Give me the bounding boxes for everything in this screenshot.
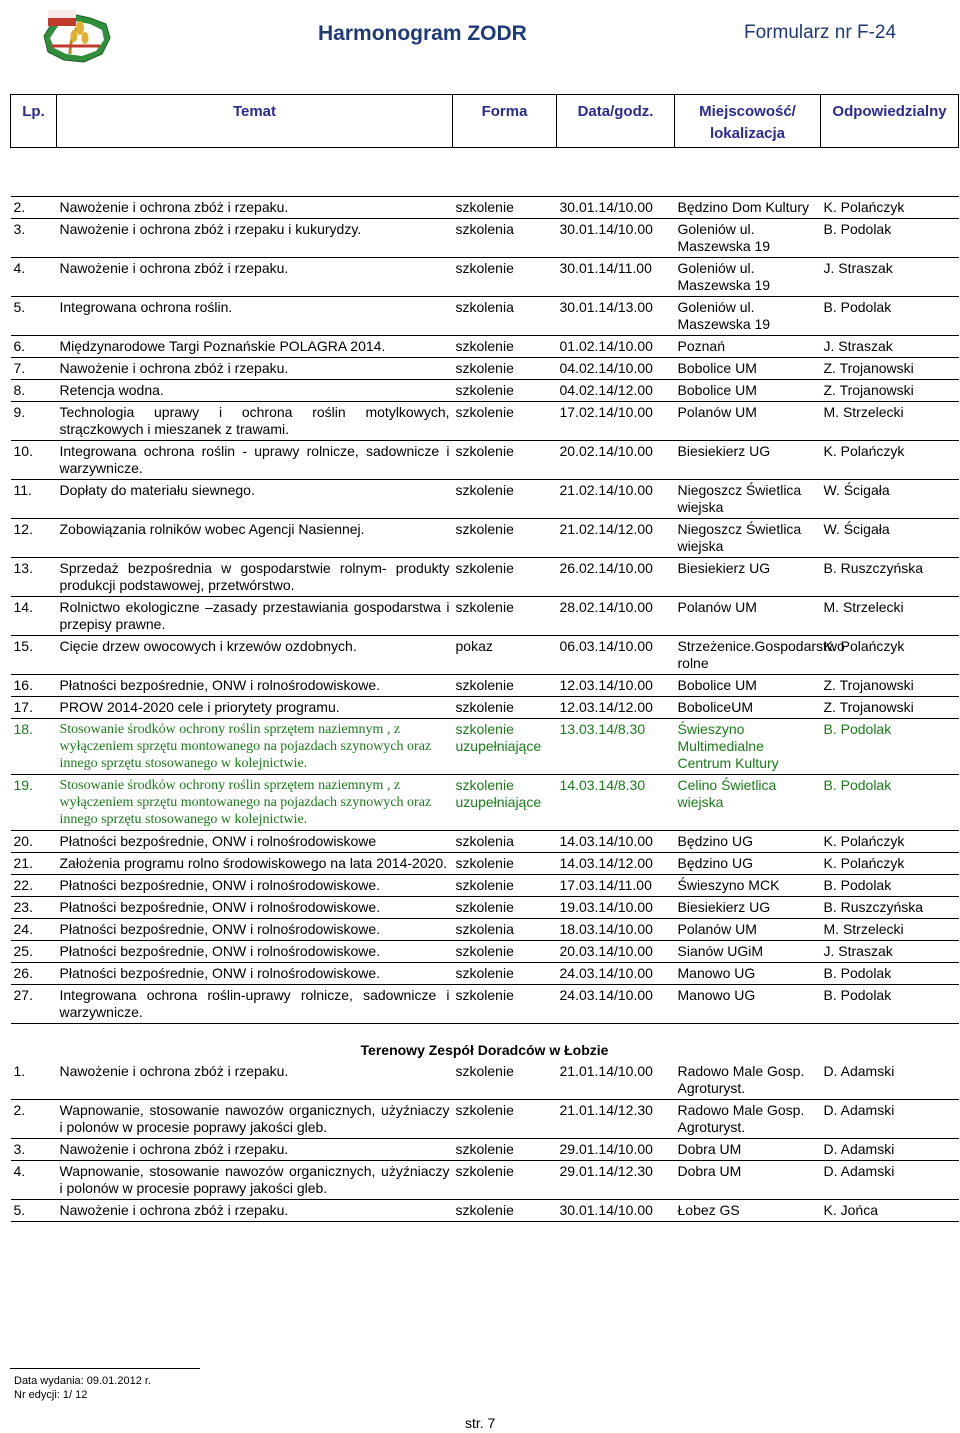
table-row: [11, 258, 959, 297]
cell-form: szkolenie: [453, 519, 557, 558]
cell-responsible: J. Straszak: [821, 258, 959, 297]
cell-lp: 2.: [11, 1100, 57, 1139]
table-row: [11, 897, 959, 919]
cell-topic: Nawożenie i ochrona zbóż i rzepaku.: [57, 258, 453, 297]
page-number: str. 7: [465, 1415, 496, 1431]
cell-topic: Płatności bezpośrednie, ONW i rolnośrodowiskowe.: [57, 875, 453, 897]
cell-responsible: W. Ścigała: [821, 519, 959, 558]
table-row: [11, 831, 959, 853]
cell-place: Biesiekierz UG: [675, 558, 821, 597]
cell-responsible: B. Podolak: [821, 963, 959, 985]
table-row: [11, 197, 959, 219]
cell-lp: 16.: [11, 675, 57, 697]
cell-topic: Nawożenie i ochrona zbóż i rzepaku.: [57, 1061, 453, 1100]
cell-lp: 3.: [11, 1139, 57, 1161]
cell-topic: Płatności bezpośrednie, ONW i rolnośrodowiskowe: [57, 831, 453, 853]
cell-responsible: B. Podolak: [821, 775, 959, 831]
cell-responsible: M. Strzelecki: [821, 402, 959, 441]
cell-date: 28.02.14/10.00: [557, 597, 675, 636]
table-row: [11, 719, 959, 775]
cell-form: szkolenie: [453, 985, 557, 1024]
cell-form: szkolenie: [453, 963, 557, 985]
cell-place: Radowo Male Gosp. Agroturyst.: [675, 1061, 821, 1100]
col-header-date: Data/godz.: [557, 95, 675, 148]
cell-lp: 5.: [11, 1200, 57, 1222]
cell-place: Manowo UG: [675, 985, 821, 1024]
cell-date: 29.01.14/10.00: [557, 1139, 675, 1161]
table-row: [11, 297, 959, 336]
cell-responsible: Z. Trojanowski: [821, 675, 959, 697]
cell-topic: Nawożenie i ochrona zbóż i rzepaku.: [57, 358, 453, 380]
table-row: [11, 402, 959, 441]
cell-date: 30.01.14/10.00: [557, 219, 675, 258]
cell-lp: 26.: [11, 963, 57, 985]
cell-date: 21.02.14/12.00: [557, 519, 675, 558]
spacer-cell: [11, 148, 959, 197]
cell-form: szkolenie: [453, 1161, 557, 1200]
cell-date: 30.01.14/11.00: [557, 258, 675, 297]
cell-responsible: M. Strzelecki: [821, 919, 959, 941]
table-row: [11, 1139, 959, 1161]
cell-date: 24.03.14/10.00: [557, 985, 675, 1024]
table-row: [11, 480, 959, 519]
cell-form: pokaz: [453, 636, 557, 675]
cell-place: Niegoszcz Świetlica wiejska: [675, 480, 821, 519]
cell-date: 18.03.14/10.00: [557, 919, 675, 941]
col-header-place: Miejscowość/ lokalizacja: [675, 95, 821, 148]
cell-responsible: Z. Trojanowski: [821, 697, 959, 719]
cell-place: Poznań: [675, 336, 821, 358]
cell-form: szkolenie: [453, 441, 557, 480]
cell-lp: 4.: [11, 1161, 57, 1200]
cell-lp: 5.: [11, 297, 57, 336]
cell-responsible: Z. Trojanowski: [821, 358, 959, 380]
cell-form: szkolenie: [453, 1061, 557, 1100]
cell-responsible: D. Adamski: [821, 1100, 959, 1139]
cell-lp: 18.: [11, 719, 57, 775]
cell-place: Sianów UGiM: [675, 941, 821, 963]
cell-date: 14.03.14/8.30: [557, 775, 675, 831]
cell-responsible: B. Podolak: [821, 219, 959, 258]
cell-topic: Sprzedaż bezpośrednia w gospodarstwie rolnym- produkty produkcji podstawowej, przetwórstwo.: [57, 558, 453, 597]
cell-form: szkolenia: [453, 919, 557, 941]
cell-lp: 8.: [11, 380, 57, 402]
table-row: [11, 336, 959, 358]
cell-place: Bobolice UM: [675, 358, 821, 380]
cell-responsible: B. Ruszczyńska: [821, 558, 959, 597]
cell-topic: Rolnictwo ekologiczne –zasady przestawiania gospodarstwa i przepisy prawne.: [57, 597, 453, 636]
cell-topic: Płatności bezpośrednie, ONW i rolnośrodowiskowe.: [57, 897, 453, 919]
cell-date: 20.02.14/10.00: [557, 441, 675, 480]
section-subheading-row: [11, 1024, 959, 1062]
cell-responsible: D. Adamski: [821, 1161, 959, 1200]
cell-responsible: K. Polańczyk: [821, 831, 959, 853]
cell-lp: 1.: [11, 1061, 57, 1100]
cell-date: 14.03.14/12.00: [557, 853, 675, 875]
cell-place: Dobra UM: [675, 1161, 821, 1200]
cell-lp: 11.: [11, 480, 57, 519]
cell-form: szkolenie: [453, 558, 557, 597]
cell-date: 01.02.14/10.00: [557, 336, 675, 358]
table-row: [11, 675, 959, 697]
cell-responsible: J. Straszak: [821, 941, 959, 963]
section-subheading: Terenowy Zespół Doradców w Łobzie: [360, 1042, 609, 1058]
cell-form: szkolenie: [453, 258, 557, 297]
cell-topic: Cięcie drzew owocowych i krzewów ozdobnych.: [57, 636, 453, 675]
cell-topic: Dopłaty do materiału siewnego.: [57, 480, 453, 519]
cell-form: szkolenie: [453, 1139, 557, 1161]
cell-lp: 7.: [11, 358, 57, 380]
cell-place: Bobolice UM: [675, 675, 821, 697]
cell-place: Celino Świetlica wiejska: [675, 775, 821, 831]
cell-form: szkolenia: [453, 831, 557, 853]
cell-form: szkolenie: [453, 1200, 557, 1222]
cell-form: szkolenie uzupełniające: [453, 719, 557, 775]
cell-date: 20.03.14/10.00: [557, 941, 675, 963]
cell-form: szkolenie: [453, 336, 557, 358]
cell-date: 30.01.14/13.00: [557, 297, 675, 336]
cell-topic: Założenia programu rolno środowiskowego na lata 2014-2020.: [57, 853, 453, 875]
cell-date: 26.02.14/10.00: [557, 558, 675, 597]
table-row: [11, 1200, 959, 1222]
cell-topic: PROW 2014-2020 cele i priorytety programu.: [57, 697, 453, 719]
cell-date: 19.03.14/10.00: [557, 897, 675, 919]
cell-place: Goleniów ul. Maszewska 19: [675, 297, 821, 336]
table-row: [11, 985, 959, 1024]
cell-lp: 3.: [11, 219, 57, 258]
cell-responsible: K. Jońca: [821, 1200, 959, 1222]
schedule-table: [10, 94, 959, 1222]
cell-place: Polanów UM: [675, 919, 821, 941]
cell-date: 17.02.14/10.00: [557, 402, 675, 441]
cell-place: BoboliceUM: [675, 697, 821, 719]
cell-form: szkolenie: [453, 358, 557, 380]
document-title: Harmonogram ZODR: [318, 22, 527, 45]
cell-form: szkolenie: [453, 480, 557, 519]
cell-place: Dobra UM: [675, 1139, 821, 1161]
cell-form: szkolenia: [453, 297, 557, 336]
cell-lp: 2.: [11, 197, 57, 219]
cell-responsible: K. Polańczyk: [821, 197, 959, 219]
cell-responsible: K. Polańczyk: [821, 853, 959, 875]
spacer-row: [11, 148, 959, 197]
cell-lp: 13.: [11, 558, 57, 597]
cell-lp: 12.: [11, 519, 57, 558]
cell-topic: Wapnowanie, stosowanie nawozów organicznych, użyźniaczy i polonów w procesie poprawy jakości gleb.: [57, 1161, 453, 1200]
table-row: [11, 441, 959, 480]
cell-date: 21.01.14/10.00: [557, 1061, 675, 1100]
cell-topic: Międzynarodowe Targi Poznańskie POLAGRA 2014.: [57, 336, 453, 358]
cell-lp: 24.: [11, 919, 57, 941]
cell-form: szkolenie: [453, 875, 557, 897]
cell-lp: 10.: [11, 441, 57, 480]
col-header-lp: Lp.: [11, 95, 57, 148]
odr-logo-icon: [40, 6, 114, 66]
cell-topic: Retencja wodna.: [57, 380, 453, 402]
cell-place: Świeszyno Multimedialne Centrum Kultury: [675, 719, 821, 775]
cell-place: Polanów UM: [675, 402, 821, 441]
cell-place: Polanów UM: [675, 597, 821, 636]
cell-topic: Płatności bezpośrednie, ONW i rolnośrodowiskowe.: [57, 675, 453, 697]
cell-place: Łobez GS: [675, 1200, 821, 1222]
cell-topic: Stosowanie środków ochrony roślin sprzętem naziemnym , z wyłączeniem sprzętu montowanego na pojazdach szynowych oraz innego sprzętu stosowanego w kolejnictwie.: [57, 775, 453, 831]
table-row: [11, 558, 959, 597]
cell-responsible: M. Strzelecki: [821, 597, 959, 636]
cell-lp: 17.: [11, 697, 57, 719]
edition-number: Nr edycji: 1/ 12: [14, 1389, 88, 1401]
table-row: [11, 358, 959, 380]
cell-responsible: B. Podolak: [821, 297, 959, 336]
cell-date: 24.03.14/10.00: [557, 963, 675, 985]
cell-lp: 20.: [11, 831, 57, 853]
cell-place: Będzino Dom Kultury: [675, 197, 821, 219]
cell-lp: 4.: [11, 258, 57, 297]
cell-lp: 21.: [11, 853, 57, 875]
cell-responsible: D. Adamski: [821, 1139, 959, 1161]
cell-place: Manowo UG: [675, 963, 821, 985]
cell-date: 12.03.14/12.00: [557, 697, 675, 719]
cell-topic: Nawożenie i ochrona zbóż i rzepaku i kukurydzy.: [57, 219, 453, 258]
cell-lp: 22.: [11, 875, 57, 897]
cell-date: 06.03.14/10.00: [557, 636, 675, 675]
cell-place: Strzeżenice.Gospodarstwo rolne: [675, 636, 821, 675]
col-header-topic: Temat: [57, 95, 453, 148]
cell-form: szkolenie: [453, 380, 557, 402]
cell-place: Radowo Male Gosp. Agroturyst.: [675, 1100, 821, 1139]
cell-date: 13.03.14/8.30: [557, 719, 675, 775]
cell-form: szkolenie: [453, 597, 557, 636]
cell-lp: 6.: [11, 336, 57, 358]
cell-form: szkolenie: [453, 853, 557, 875]
cell-date: 12.03.14/10.00: [557, 675, 675, 697]
cell-responsible: K. Polańczyk: [821, 441, 959, 480]
table-row: [11, 697, 959, 719]
cell-topic: Płatności bezpośrednie, ONW i rolnośrodowiskowe.: [57, 941, 453, 963]
table-row: [11, 875, 959, 897]
table-row: [11, 597, 959, 636]
footer-divider: [10, 1368, 200, 1369]
cell-lp: 23.: [11, 897, 57, 919]
cell-date: 17.03.14/11.00: [557, 875, 675, 897]
cell-lp: 19.: [11, 775, 57, 831]
cell-responsible: D. Adamski: [821, 1061, 959, 1100]
cell-place: Goleniów ul. Maszewska 19: [675, 258, 821, 297]
cell-form: szkolenia: [453, 219, 557, 258]
cell-place: Niegoszcz Świetlica wiejska: [675, 519, 821, 558]
cell-form: szkolenie uzupełniające: [453, 775, 557, 831]
table-row: [11, 963, 959, 985]
form-number: Formularz nr F-24: [744, 22, 897, 43]
table-row: [11, 919, 959, 941]
cell-form: szkolenie: [453, 197, 557, 219]
cell-topic: Nawożenie i ochrona zbóż i rzepaku.: [57, 197, 453, 219]
cell-topic: Integrowana ochrona roślin - uprawy rolnicze, sadownicze i warzywnicze.: [57, 441, 453, 480]
cell-topic: Płatności bezpośrednie, ONW i rolnośrodowiskowe.: [57, 963, 453, 985]
cell-place: Będzino UG: [675, 853, 821, 875]
cell-place: Świeszyno MCK: [675, 875, 821, 897]
cell-date: 30.01.14/10.00: [557, 1200, 675, 1222]
col-header-form: Forma: [453, 95, 557, 148]
cell-date: 21.01.14/12.30: [557, 1100, 675, 1139]
cell-form: szkolenie: [453, 1100, 557, 1139]
cell-lp: 15.: [11, 636, 57, 675]
cell-responsible: B. Ruszczyńska: [821, 897, 959, 919]
cell-date: 14.03.14/10.00: [557, 831, 675, 853]
cell-place: Bobolice UM: [675, 380, 821, 402]
cell-date: 04.02.14/10.00: [557, 358, 675, 380]
cell-responsible: J. Straszak: [821, 336, 959, 358]
cell-responsible: B. Podolak: [821, 985, 959, 1024]
table-header-row: [11, 95, 959, 148]
cell-date: 29.01.14/12.30: [557, 1161, 675, 1200]
cell-responsible: Z. Trojanowski: [821, 380, 959, 402]
cell-date: 21.02.14/10.00: [557, 480, 675, 519]
cell-responsible: W. Ścigała: [821, 480, 959, 519]
cell-responsible: K. Polańczyk: [821, 636, 959, 675]
cell-form: szkolenie: [453, 697, 557, 719]
table-row: [11, 941, 959, 963]
cell-form: szkolenie: [453, 402, 557, 441]
cell-place: Goleniów ul. Maszewska 19: [675, 219, 821, 258]
issue-date: Data wydania: 09.01.2012 r.: [14, 1375, 151, 1387]
cell-form: szkolenie: [453, 675, 557, 697]
cell-topic: Integrowana ochrona roślin-uprawy rolnicze, sadownicze i warzywnicze.: [57, 985, 453, 1024]
cell-lp: 27.: [11, 985, 57, 1024]
cell-topic: Nawożenie i ochrona zbóż i rzepaku.: [57, 1200, 453, 1222]
cell-responsible: B. Podolak: [821, 875, 959, 897]
cell-place: Biesiekierz UG: [675, 441, 821, 480]
cell-lp: 25.: [11, 941, 57, 963]
table-row: [11, 519, 959, 558]
cell-form: szkolenie: [453, 897, 557, 919]
table-row: [11, 1061, 959, 1100]
cell-date: 04.02.14/12.00: [557, 380, 675, 402]
cell-topic: Zobowiązania rolników wobec Agencji Nasiennej.: [57, 519, 453, 558]
cell-topic: Nawożenie i ochrona zbóż i rzepaku.: [57, 1139, 453, 1161]
cell-topic: Technologia uprawy i ochrona roślin motylkowych, strączkowych i mieszanek z trawami.: [57, 402, 453, 441]
table-row: [11, 380, 959, 402]
cell-topic: Stosowanie środków ochrony roślin sprzętem naziemnym , z wyłączeniem sprzętu montowanego na pojazdach szynowych oraz innego sprzętu stosowanego w kolejnictwie.: [57, 719, 453, 775]
cell-responsible: B. Podolak: [821, 719, 959, 775]
cell-place: Biesiekierz UG: [675, 897, 821, 919]
cell-date: 30.01.14/10.00: [557, 197, 675, 219]
cell-topic: Wapnowanie, stosowanie nawozów organicznych, użyźniaczy i polonów w procesie poprawy jakości gleb.: [57, 1100, 453, 1139]
cell-lp: 14.: [11, 597, 57, 636]
cell-place: Będzino UG: [675, 831, 821, 853]
table-row: [11, 1100, 959, 1139]
cell-topic: Płatności bezpośrednie, ONW i rolnośrodowiskowe.: [57, 919, 453, 941]
cell-topic: Integrowana ochrona roślin.: [57, 297, 453, 336]
table-row: [11, 775, 959, 831]
table-row: [11, 219, 959, 258]
col-header-responsible: Odpowiedzialny: [821, 95, 959, 148]
table-row: [11, 636, 959, 675]
cell-lp: 9.: [11, 402, 57, 441]
cell-form: szkolenie: [453, 941, 557, 963]
table-row: [11, 853, 959, 875]
table-row: [11, 1161, 959, 1200]
document-header: [0, 0, 960, 70]
